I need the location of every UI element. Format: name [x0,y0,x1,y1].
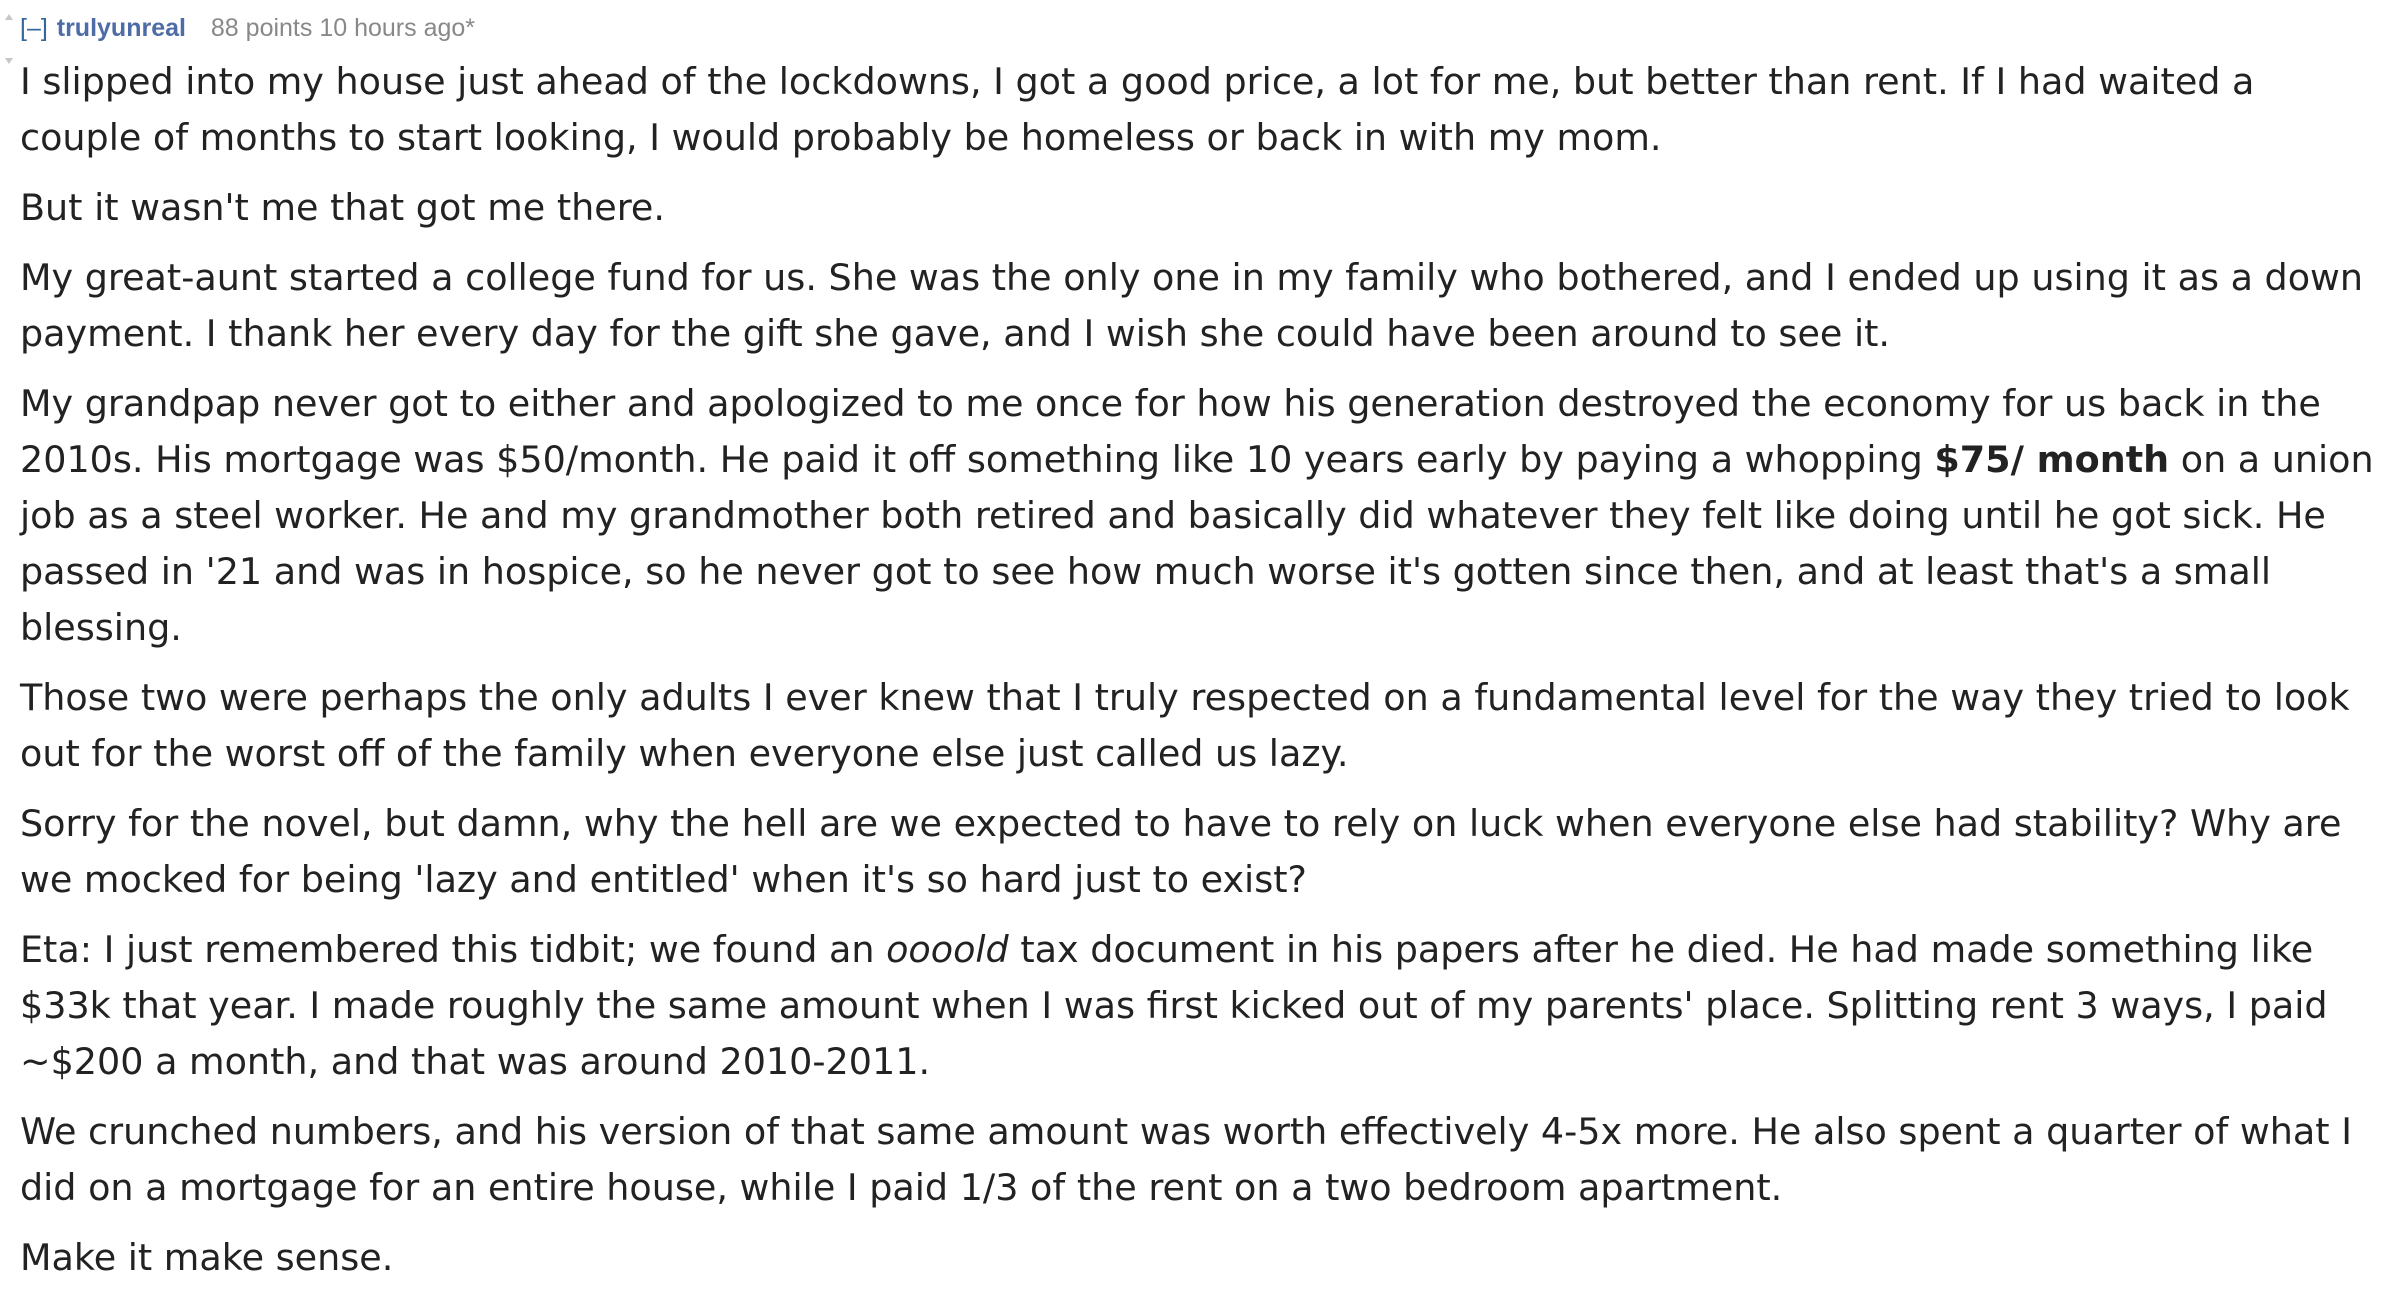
comment-paragraph-4 [20,376,2382,656]
comment-paragraph-6: Sorry for the novel, but damn, why the hell are we expected to have to rely on luck when everyone else had stability? Why are we mocked for being 'lazy and entitled' when it's so hard just to exist? [20,802,2342,901]
comment-paragraph-7 [20,922,2382,1090]
comment-paragraph-9: Make it make sense. [20,1236,394,1279]
paragraph-4-text-a: My grandpap never got to either and apologized to me once for how his generation destroyed the economy for us back in the 2010s. His mortgage was $50/month. He paid it off something like 10 years early by paying a whopping [20,382,2321,481]
downvote-arrow-icon[interactable] [5,58,13,64]
comment-timestamp: 10 hours ago* [319,14,476,42]
paragraph-4-bold: $75/ month [1934,438,2170,481]
comment-tagline [20,6,2382,50]
comment-paragraph-8: We crunched numbers, and his version of that same amount was worth effectively 4-5x more. He also spent a quarter of what I did on a mortgage for an entire house, while I paid 1/3 of the rent on a two bedroom apartment. [20,1110,2352,1209]
comment-body [20,54,2382,1286]
collapse-toggle[interactable]: [–] [20,14,48,42]
paragraph-7-italic: oooold [886,928,1009,971]
comment-paragraph-1: I slipped into my house just ahead of the lockdowns, I got a good price, a lot for me, but better than rent. If I had waited a couple of months to start looking, I would probably be homeless or back in with my mom. [20,60,2255,159]
comment-paragraph-5: Those two were perhaps the only adults I ever knew that I truly respected on a fundamental level for the way they tried to look out for the worst off of the family when everyone else just called us lazy. [20,676,2350,775]
upvote-arrow-icon[interactable] [5,14,13,20]
comment-paragraph-2: But it wasn't me that got me there. [20,186,665,229]
vote-arrows [2,14,16,66]
comment-score: 88 points [210,14,313,42]
paragraph-7-text-b: tax document in his papers after he died. He had made something like $33k that year. I made roughly the same amount when I was first kicked out of my parents' place. Splitting rent 3 ways, I paid ~$200 a month, and that was around 2010-2011. [20,928,2328,1083]
paragraph-7-text-a: Eta: I just remembered this tidbit; we found an [20,928,887,971]
author-link[interactable]: trulyunreal [56,14,186,42]
paragraph-4-text-b: on a union job as a steel worker. He and my grandmother both retired and basically did whatever they felt like doing until he got sick. He passed in '21 and was in hospice, so he never got to see how much worse it's gotten since then, and at least that's a small blessing. [20,438,2374,649]
comment [20,6,2382,1300]
comment-paragraph-3: My great-aunt started a college fund for us. She was the only one in my family who bothered, and I ended up using it as a down payment. I thank her every day for the gift she gave, and I wish she could have been around to see it. [20,256,2364,355]
